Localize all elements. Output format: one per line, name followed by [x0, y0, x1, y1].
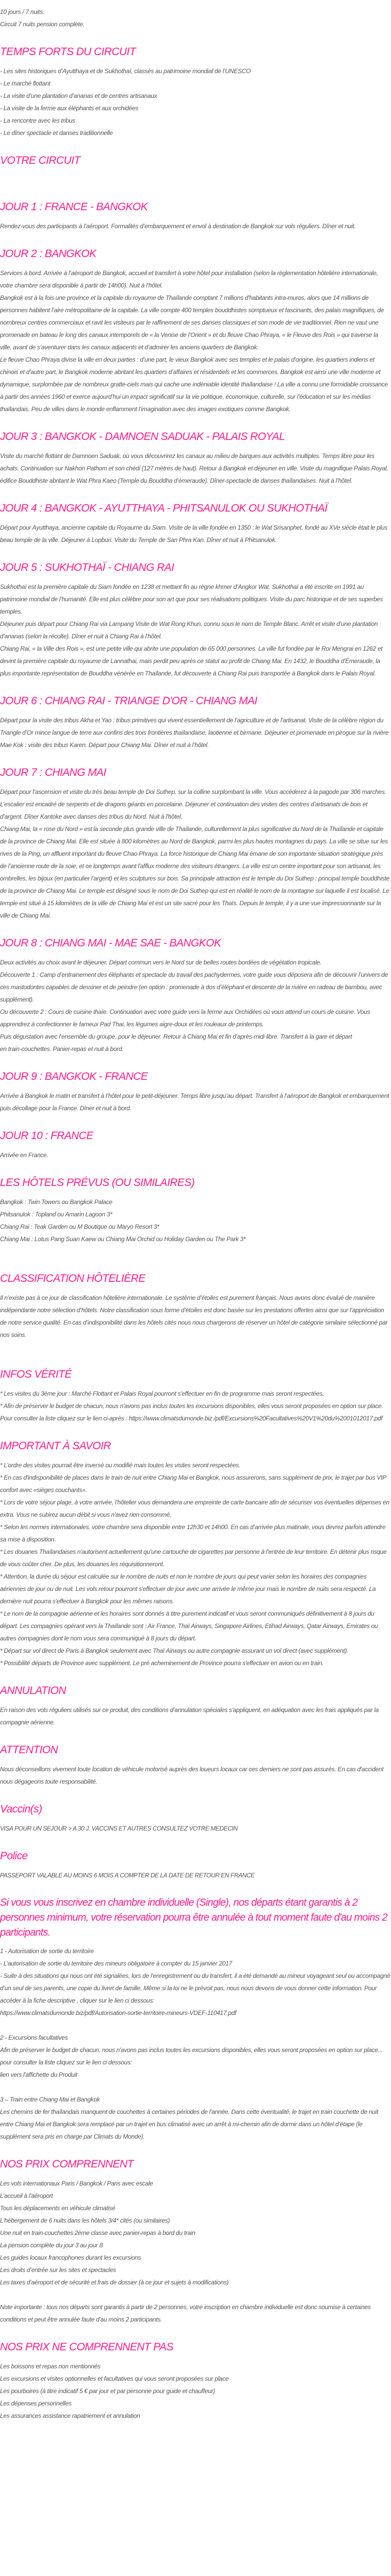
section-heading-vaccins: Vaccin(s)	[0, 1803, 42, 1815]
section-heading-jour-10: JOUR 10 : FRANCE	[0, 1130, 93, 1142]
section-text: * Attention, la durée du séjour est calculée sur le nombre de nuits et non le nombre de jours qui peut varier selon les horaires des compagnies aériennes de jour ou de nuit. Les vols retour pourront s'effectuer de jour avec une arrivée le même jour mais le nombre de nuits sera respecté. La dernière nuit pourra s'effectuer à Bangkok pour les mêmes raisons.	[0, 1573, 376, 1605]
section-text: Une nuit en train-couchettes 2ème classe avec panier-repas à bord du train	[0, 2229, 196, 2236]
section-jour-8	[0, 936, 391, 1055]
section-text: Départ pour l’ascension et visite du très beau temple de Doi Suthep, sur la colline surplombant la ville. Vous accéderez à la pagode par 306 marches. L’escalier est encadré de serpents et de dragons géants en porcelaine. Déjeuner et continuation des visites des centres d’artisanats de bois et d’argent. Dîner Kantoke avec danses des tribus du Nord. Nuit à l'hôtel.	[0, 788, 386, 820]
section-text: Départ pour Ayutthaya, ancienne capitale du Royaume du Siam. Visite de la ville fondée en 1350 : le Wat Srisanphet, fondé au XVe siècle était le plus beau temple de la ville. Déjeuner à Lopburi. Visite du Temple de San Phra Kan. Dîner et nuit à Phitsanulok.	[0, 524, 388, 544]
section-text: Nous déconseillons vivement toute location de véhicule motorisé auprès des loueurs locaux car ces derniers ne sont pas assurés. En cas d'accident nous dégageons toute responsabilité.	[0, 1766, 384, 1785]
section-classification	[0, 1271, 391, 1341]
section-heading-hotels: LES HÔTELS PRÉVUS (OU SIMILAIRES)	[0, 1177, 194, 1189]
section-text: En raison des vols réguliers utilisés sur ce produit, des conditions d’annulation spéciales s'appliquent, en adéquation avec les frais appliqués par la compagnie aérienne.	[0, 1706, 379, 1726]
section-heading-jour-1: JOUR 1 : FRANCE - BANGKOK	[0, 201, 148, 213]
section-single	[0, 1895, 391, 2143]
section-text: - L’autorisation de sortie du territoire des mineurs obligatoire à compter du 15 janvier 2017	[0, 1960, 232, 1967]
section-text: 1 - Autorisation de sortie du territoire	[0, 1947, 94, 1955]
section-heading-jour-2: JOUR 2 : BANGKOK	[0, 248, 96, 260]
single-room-warning: Si vous vous inscrivez en chambre individuelle (Single), nos départs étant garantis à 2 personnes minimum, votre réservation pourra être annulée à tout moment faute d'au moins 2 participants.	[0, 1897, 387, 1938]
section-text: Les boissons et repas non mentionnés	[0, 2363, 101, 2370]
section-important	[0, 1438, 391, 1669]
pension-text: Circuit 7 nuits pension complète.	[0, 21, 85, 28]
section-heading-jour-8: JOUR 8 : CHIANG MAI - MAE SAE - BANGKOK	[0, 937, 221, 949]
section-prix-comprennent	[0, 2157, 391, 2326]
section-text: Chiang Mai : Lotus Pang Suan Kaew ou Chiang Mai Orchid ou Holiday Garden ou The Park 3*	[0, 1235, 246, 1243]
section-text: - Les sites historiques d’Ayutthaya et de Sukhothaï, classés au patrimoine mondial de l’UNESCO	[0, 67, 251, 75]
section-text: - La rencontre avec les tribus	[0, 117, 75, 124]
section-heading-jour-7: JOUR 7 : CHIANG MAI	[0, 767, 106, 778]
section-jour-10	[0, 1128, 391, 1161]
section-heading-attention: ATTENTION	[0, 1744, 58, 1756]
section-heading-prix-comprennent: NOS PRIX COMPRENNENT	[0, 2158, 134, 2170]
section-heading-jour-4: JOUR 4 : BANGKOK - AYUTTHAYA - PHITSANULOK OU SUKHOTHAÏ	[0, 502, 328, 514]
sections	[0, 44, 391, 2422]
section-text: * Les douanes Thaïlandaises n'autorisent actuellement qu'une cartouche de cigarettes par personne à l'entrée de leur territoire. En détenir plus risque de vous coûter cher. De plus, les douanes les réquisitionneront.	[0, 1548, 387, 1568]
section-heading-jour-9: JOUR 9 : BANGKOK - FRANCE	[0, 1071, 148, 1082]
section-text: - Suite à des situations qui nous ont été signalées, lors de l’enregistrement ou du transfert, il a été demandé au mineur voyageant seul ou accompagné d’un seul de ses parents, une copie du livret de famille. Même si la loi ne le prévoit pas, nous nous devons de vous donner cette information. Pour accéder à la fiche descriptive , cliquer sur le lien ci dessous:	[0, 1972, 390, 2004]
section-infos-verite	[0, 1367, 391, 1425]
document-link[interactable]: https://www.climatsdumonde.biz/pdf/Autorisation-sortie-territoire-mineurs-VDEF-110417.pdf	[0, 2009, 236, 2016]
section-text: * Les visites du 3ème jour : Marché Flottant et Palais Royal pourront s'effectuer en fin de programme mais seront respectées.	[0, 1390, 324, 1397]
intro	[0, 6, 391, 30]
section-annulation	[0, 1683, 391, 1728]
section-jour-1	[0, 199, 391, 232]
section-text: Bangkok est à la fois une province et la capitale du royaume de Thaïlande comptant 7 millions d'habitants intra-muros, alors que 14 millions de personnes habitent l’aire métropolitaine de la capitale. La ville compte 400 temples bouddhistes somptueux et fascinants, des palais magnifiques, de nombreux centres commerciaux et ravit les visiteurs par le raffinement de ses danses classiques et son mode de vie traditionnel. Rien ne vaut une promenade en bateau le long des canaux intemporels de « la Venise de l’Orient » et du fleuve Chao Phraya, « le Fleuve des Rois » qui traverse la ville, avant de s’aventurer dans les canaux adjacents et d’admirer les anciens quartiers de Bangkok.	[0, 294, 384, 351]
section-text: * Lors de votre séjour plage, à votre arrivée, l’hôtelier vous demandera une empreinte de carte bancaire afin de sécuriser vos éventuelles dépenses en extra. Vous ne subirez aucun débit si vous n'avez rien consommé.	[0, 1499, 389, 1518]
section-vaccins	[0, 1802, 391, 1835]
section-heading-annulation: ANNULATION	[0, 1685, 66, 1697]
section-heading-police: Police	[0, 1850, 28, 1862]
section-jour-6	[0, 693, 391, 751]
section-text: * Le nom de la compagnie aérienne et les horaires sont donnés à titre purement indicatif et vous seront communiqués définitivement à 8 jours du départ. Les compagnies opérant vers la Thaïlande sont : Air France, Thaï Airways, Singapore Airlines, Etihad Airways, Qatar Airways, Emirates ou autres compagnies dont le nom vous sera communiqué à 8 jours du départ.	[0, 1610, 378, 1642]
section-text: Arrivée en France.	[0, 1151, 48, 1159]
section-text: Les excursions et visites optionnelles et facultatives qui vous seront proposées sur place	[0, 2375, 229, 2382]
section-jour-3	[0, 429, 391, 487]
section-text: Les guides locaux francophones durant les excursions	[0, 2254, 141, 2261]
section-text: 3 – Train entre Chiang Mai et Bangkok	[0, 2096, 100, 2103]
section-jour-9	[0, 1069, 391, 1114]
section-text: * Selon les normes internationales, votre chambre sera disponible entre 12h30 et 14h00. En cas d’arrivée plus matinale, vous devrez parfois attendre sa mise à disposition.	[0, 1523, 386, 1543]
section-text: * Afin de préserver le budget de chacun, nous n'avons pas inclus toutes les excursions disponibles, elles vous seront proposées en option sur place. Pour consulter la liste cliquez sur le lien ci-après : https://www.climatsdumonde.biz /pdf/Excursions%20Facultatives%20V1%20du%2001012017.pdf	[0, 1402, 383, 1422]
section-text: Chiang Mai, la « rose du Nord » est la seconde plus grande ville de Thaïlande, culturellement la plus significative du Nord de la Thaïlande et capitale de la province de Chiang Mai. Elle est située à 800 kilomètres au Nord de Bangkok, parmi les plus hautes montagnes du pays. La ville se situe sur les rives de la Ping, un affluent important du fleuve Chao Phraya. La force historique de Chiang Mai émane de son importante situation stratégique près de l’ancienne route de la soie, et ce longtemps avant l'afflux moderne des visiteurs étrangers. La ville est un centre important pour son artisanat, les ombrelles, les bijoux (en particulier l’argent) et les sculptures sur bois. Sa principale attraction est le temple du Doi Suthep : principal temple bouddhiste de la province de Chiang Mai. Le temple est désigné sous le nom de Doi Suthep qui est en réalité le nom de la montagne sur laquelle il est localisé. Le temple est situé à 15 kilomètres de la ville de Chiang Mai et est un site sacré pour les Thaïs. Depuis le temple, il y a une vue impressionnante sur la ville de Chiang Mai.	[0, 825, 390, 919]
section-text: Afin de préserver le budget de chacun, nous n'avons pas inclus toutes les excursions disponibles, elles vous seront proposées en option sur place... pour consulter la liste cliquez sur le lien ci dessous:	[0, 2046, 383, 2066]
section-text: Tous les déplacements en véhicule climatisé	[0, 2205, 116, 2212]
section-text: Les pourboires (à titre indicatif 5 € par jour et par personne pour guide et chauffeur)	[0, 2387, 215, 2395]
section-jour-7	[0, 765, 391, 922]
section-heading-temps-forts: TEMPS FORTS DU CIRCUIT	[0, 46, 136, 58]
section-heading-jour-3: JOUR 3 : BANGKOK - DAMNOEN SADUAK - PALAIS ROYAL	[0, 431, 285, 443]
section-text: - La visite de la ferme aux éléphants et aux orchidées	[0, 105, 138, 112]
section-text: * Possibilité départs de Province avec supplément. Le pré acheminement de Province pourra s'effectuer en avion ou en train.	[0, 1659, 324, 1667]
section-text: Arrivée à Bangkok le matin et transfert à l’hôtel pour le petit-déjeuner. Temps libre jusqu’au départ. Transfert à l’aéroport de Bangkok et embarquement puis décollage pour la France. Dîner et nuit à bord.	[0, 1092, 389, 1112]
section-text	[0, 2081, 391, 2093]
section-text: Rendez-vous des participants à l’aéroport. Formalités d’embarquement et envol à destination de Bangkok sur vols réguliers. Dîner et nuit.	[0, 223, 356, 230]
section-text: Sukhothaï est la première capitale du Siam fondée en 1238 et mettant fin au règne khmer d’Angkor Wat. Sukhothaï a été inscrite en 1991 au patrimoine mondial de l’humanité. Elle est plus célèbre pour son art que pour ses réalisations politiques. Visite du parc historique et de ses superbes temples.	[0, 583, 383, 615]
section-text: Le fleuve Chao Phraya divise la ville en deux parties : d’une part, le vieux Bangkok avec ses temples et le palais d'origine, les quartiers indiens et chinois et d’autre part, le Bangkok moderne abritant les quartiers d’affaires et résidentiels et les commerces. Bangkok est ainsi une ville moderne et dynamique, surplombée par de nombreux gratte-ciels mais qui cache une indéniable identité thaïlandaise ! La ville a connu une formidable croissance à partir des années 1960 et exerce aujourd’hui un impact significatif sur la vie politique, économique, culturelle, sur l’éducation et sur les médias thaïlandais. Peu de villes dans le monde enflamment l’imagination avec des images exotiques comme Bangkok.	[0, 356, 388, 413]
section-text: * L’ordre des visites pourrait être inversé ou modifié mais toutes les visites seront respectées.	[0, 1462, 240, 1469]
section-jour-5	[0, 560, 391, 680]
section-text: Les vols internationaux Paris / Bangkok / Paris avec escale	[0, 2180, 153, 2187]
section-text: Ou découverte 2 : Cours de cuisine thaïe. Continuation avec votre guide vers la ferme aux Orchidées où vous attend un cours de cuisine. Vous apprendrez à confectionner le fameux Pad Thai, les légumes aigre-doux et les rouleaux de printemps.	[0, 1008, 370, 1028]
section-text: Les taxes d’aéroport et de sécurité et frais de dossier (à ce jour et sujets à modifications)	[0, 2279, 229, 2286]
section-heading-important: IMPORTANT À SAVOIR	[0, 1440, 111, 1452]
section-heading-jour-5: JOUR 5 : SUKHOTHAÏ - CHIANG RAI	[0, 562, 174, 573]
section-text: L’accueil à l'aéroport	[0, 2192, 53, 2199]
section-text: Note importante : tous nos départs sont garantis à partir de 2 personnes, votre inscription en chambre individuelle est donc soumise à certaines conditions et peut être annulée faute d'au moins 2 participants.	[0, 2303, 371, 2323]
section-text: L'hébergement de 6 nuits dans les hôtels 3/4* cités (ou similaires)	[0, 2217, 170, 2224]
section-text: Chiang Rai : Teak Garden ou M Boutique ou Maryo Resort 3*	[0, 1223, 159, 1230]
section-text	[0, 2019, 391, 2031]
section-temps-forts	[0, 44, 391, 139]
duration-text: 10 jours / 7 nuits.	[0, 8, 44, 15]
section-text: La pension complète du jour 3 au jour 8	[0, 2242, 103, 2249]
section-heading-votre-circuit: VOTRE CIRCUIT	[0, 155, 80, 166]
section-text: - Le marché flottant	[0, 80, 51, 87]
section-text: Services à bord. Arrivée à l’aéroport de Bangkok, accueil et transfert à votre hôtel pour installation (selon la règlementation hôtelière internationale, votre chambre sera disponible à partir de 14h00). Nuit à l’hôtel.	[0, 269, 378, 289]
section-text: Les droits d’entrée sur les sites et spectacles	[0, 2266, 116, 2274]
section-text: Déjeuner puis départ pour Chiang Rai via Lampang Visite de Wat Rong Khun, connu sous le nom de Temple Blanc. Arrêt et visite d’une plantation d’ananas (selon la récolte). Dîner et nuit à Chiang Rai à l’hôtel.	[0, 620, 378, 640]
section-text: Départ pour la visite des tribus Akha et Yao : tribus primitives qui vivent essentiellement de l’agriculture et de l’artisanat. Visite de la célèbre région du Triangle d’Or mince langue de terre aux confins des trois frontières thaïlandaise, laotienne et birmane. Déjeuner et promenade en pirogue sur la rivière Mae Kok : visite des tribus Karen. Départ pour Chiang Mai. Dîner et nuit à l’hôtel.	[0, 717, 389, 749]
section-heading-jour-6: JOUR 6 : CHIANG RAI - TRIANGE D'OR - CHIANG MAI	[0, 695, 257, 707]
section-heading-infos-verite: INFOS VÉRITÉ	[0, 1368, 72, 1380]
section-text: Visite du marché flottant de Damnoen Saduak, où vous découvrirez les canaux au milieu de barques aux activités multiples. Temps libre pour les achats. Continuation sur Nakhon Pathom et son chédi (127 mètres de haut). Retour à Bangkok et déjeuner en ville. Visite du magnifique Palais Royal, édifice Bouddhiste abritant le Wat Phra Kaeo (Temple du Bouddha d’émeraude). Dîner-spectacle de danses thaïlandaises. Nuit à l’hôtel.	[0, 452, 388, 484]
section-text: Deux activités au choix avant le déjeuner. Départ commun vers le Nord sur de belles routes bordées de végétation tropicale.	[0, 959, 322, 966]
section-text: Il n’existe pas à ce jour de classification hôtelière internationale. Le système d’étoiles est purement français. Nous avons donc évalué de manière indépendante notre sélection d’hôtels. Notre classification sous forme d’étoiles est donc basée sur les prestations offertes ainsi que sur l’appréciation de notre service qualité. En cas d’indisponibilité dans les hôtels cités nous nous chargerons de réserver un hôtel de catégorie similaire sélectionné par nos soins.	[0, 1294, 388, 1338]
section-text: Chiang Rai, « la Ville des Rois », est une petite ville qui abrite une population de 65 000 personnes. La ville fut fondée par le Roi Mengrai en 1262 et devint la première capitale du royaume de Lannathai, mais perdit peu après ce statut au profit de Chiang Mai. En 1432, le Bouddha d'Émeraude, la plus importante représentation de Bouddha vénérée en Thaïlande, fut découverte à Chiang Rai puis transportée à Bangkok dans le Palais Royal.	[0, 645, 383, 677]
section-heading-classification: CLASSIFICATION HÔTELIÈRE	[0, 1273, 145, 1284]
section-text: Bangkok : Twin Towers ou Bangkok Palace	[0, 1198, 112, 1206]
section-text: Phitsanulok : Topland ou Amarin Lagoon 3*	[0, 1211, 112, 1218]
section-text: PASSEPORT VALABLE AU MOINS 6 MOIS A COMPTER DE LA DATE DE RETOUR EN FRANCE	[0, 1872, 255, 1879]
section-votre-circuit	[0, 153, 391, 168]
section-text: Les dépenses personnelles	[0, 2400, 72, 2407]
section-police	[0, 1849, 391, 1882]
section-text: Les assurances assistance rapatriement et annulation	[0, 2412, 140, 2419]
section-text: Les chemins de fer thaïlandais manquent de couchettes à certaines périodes de l’année. Dans cette éventualité, le trajet en train couchette de nuit entre Chiang Mai et Bangkok sera remplacé par un trajet en bus climatisé avec un arrêt à mi-chemin afin de dormir dans un hôtel d’étape (le supplément sera pris en charge par Climats du Monde).	[0, 2108, 379, 2140]
document-link[interactable]: lien vers l'affichette du Produit	[0, 2071, 77, 2078]
section-attention	[0, 1742, 391, 1788]
section-text: VISA POUR UN SEJOUR > A 30 J. VACCINS ET AUTRES CONSULTEZ VOTRE MEDECIN	[0, 1825, 238, 1832]
section-text: Découverte 1 : Camp d’entrainement des éléphants et spectacle du travail des pachydermes, votre guide vous déposera afin de découvrir l’univers de ces mastodontes capables de dessiner et de peindre (en option : promenade à dos d’éléphant et descente de la rivière en radeau de bambou, avec supplément).	[0, 971, 388, 1003]
section-jour-4	[0, 501, 391, 546]
section-text: - La visite d’une plantation d’ananas et de centres artisanaux	[0, 92, 157, 99]
section-text: - Le dîner spectacle et danses traditionnelle	[0, 129, 113, 137]
section-text	[0, 2289, 391, 2301]
section-prix-ne-comprennent-pas	[0, 2340, 391, 2422]
section-hotels	[0, 1175, 391, 1245]
section-text: Puis dégustation avec l’ensemble du groupe, pour le déjeuner. Retour à Chiang Mai et fin d’après-midi libre. Transfert à la gare et départ	[0, 1033, 352, 1040]
section-jour-2	[0, 246, 391, 415]
section-text: en train-couchettes. Panier-repas et nuit à bord.	[0, 1045, 124, 1053]
section-text: 2 - Excursions facultatives	[0, 2034, 68, 2041]
section-heading-prix-ne-comprennent-pas: NOS PRIX NE COMPRENNENT PAS	[0, 2341, 173, 2353]
section-text: * Départ sur vol direct de Paris à Bangkok seulement avec Thaï Airways ou autre compagnie assurant un vol direct (avec supplément).	[0, 1647, 349, 1654]
section-text: * En cas d'indisponibilité de places dans le train de nuit entre Chiang Mai et Bangkok, nous assurerons, sans supplément de prix, le trajet par bus VIP confort avec «sièges couchants».	[0, 1474, 386, 1494]
